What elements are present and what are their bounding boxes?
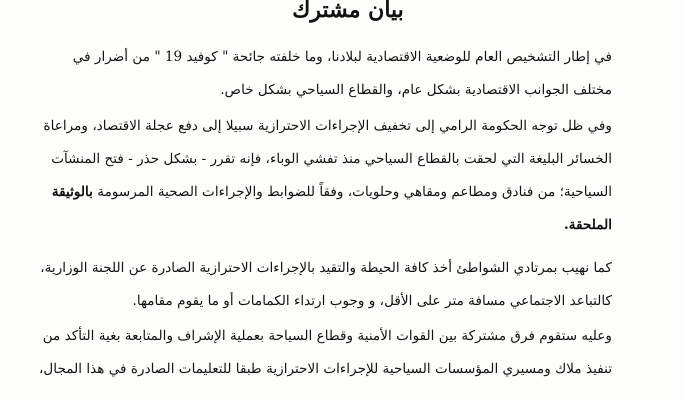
document-title: بيان مشترك	[292, 0, 404, 23]
paragraph-line: تنفيذ ملاك ومسيري المؤسسات السياحية للإجراءات الاحترازية طبقا للتعليمات الصادرة في هذا المجال،	[39, 361, 612, 377]
paragraph-government-measures	[43, 110, 612, 242]
paragraph-line: كالتباعد الاجتماعي مسافة متر على الأقل، و وجوب ارتداء الكمامات أو ما يقوم مقامها.	[132, 293, 612, 309]
paragraph-intro	[72, 41, 612, 107]
paragraph-line: مختلف الجوانب الاقتصادية بشكل عام، والقطاع السياحي بشكل خاص.	[220, 82, 612, 98]
paragraph-beach-guidance	[40, 252, 612, 318]
paragraph-line-with-bold	[51, 176, 612, 209]
paragraph-line: في إطار التشخيص العام للوضعية الاقتصادية لبلادنا، وما خلفته جائحة " كوفيد 19 " من أضرار في	[72, 49, 612, 65]
paragraph-joint-teams	[39, 320, 612, 386]
paragraph-line: الخسائر البليغة التي لحقت بالقطاع السياحي منذ تفشي الوباء، فإنه تقرر - بشكل حذر - فتح المنشآت	[51, 151, 612, 167]
paragraph-text: السياحية؛ من فنادق ومطاعم ومقاهي وحلويات، وفقاً للضوابط والإجراءات الصحية المرسومة	[97, 184, 612, 200]
paragraph-line: وعليه ستقوم فرق مشتركة بين القوات الأمنية وقطاع السياحة بعملية الإشراف والمتابعة بغية التأكد من	[42, 328, 612, 344]
bold-text: بالوثيقة	[51, 184, 93, 200]
bold-line: الملحقة.	[564, 217, 612, 233]
paragraph-line: كما نهيب بمرتادي الشواطئ أخذ كافة الحيطة والتقيد بالإجراءات الاحترازية الصادرة عن اللجنة الوزارية،	[40, 260, 612, 276]
paragraph-line: وفي ظل توجه الحكومة الرامي إلى تخفيف الإجراءات الاحترازية سبيلا إلى دفع عجلة الاقتصاد، ومراعاة	[43, 118, 612, 134]
